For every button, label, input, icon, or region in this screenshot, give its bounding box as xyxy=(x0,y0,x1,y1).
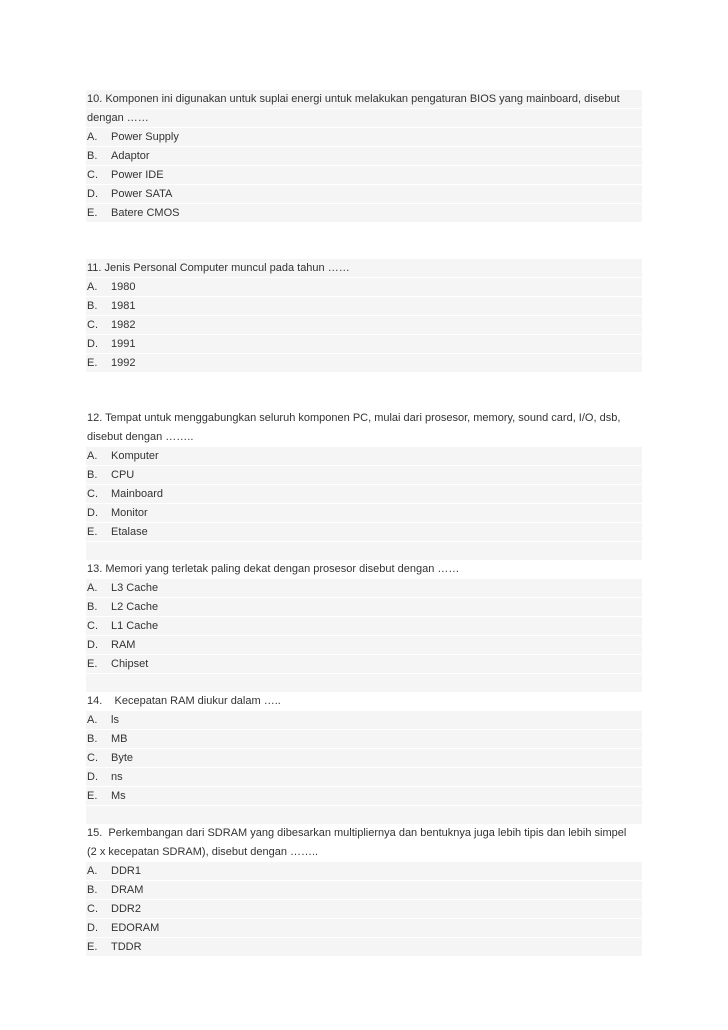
answer-option xyxy=(86,278,642,297)
option-text: Chipset xyxy=(111,658,149,670)
option-text: Power IDE xyxy=(111,169,164,181)
option-letter: E. xyxy=(87,357,98,369)
option-text: 1982 xyxy=(111,319,136,331)
answer-option xyxy=(86,297,642,316)
option-text: Etalase xyxy=(111,526,148,538)
answer-option xyxy=(86,636,642,655)
option-text: TDDR xyxy=(111,941,142,953)
option-letter: C. xyxy=(87,319,98,331)
option-text: 1981 xyxy=(111,300,136,312)
option-letter: A. xyxy=(87,450,98,462)
option-letter: E. xyxy=(87,207,98,219)
answer-option xyxy=(86,523,642,542)
question-14 xyxy=(86,692,642,806)
option-letter: B. xyxy=(87,300,98,312)
option-letter: C. xyxy=(87,752,98,764)
option-text: Ms xyxy=(111,790,126,802)
spacer xyxy=(86,391,642,409)
option-text: Byte xyxy=(111,752,134,764)
question-stem: disebut dengan …….. xyxy=(86,428,642,447)
option-text: DRAM xyxy=(111,884,144,896)
option-letter: A. xyxy=(87,131,98,143)
answer-option xyxy=(86,617,642,636)
question-12 xyxy=(86,409,642,542)
question-list xyxy=(86,90,642,957)
option-text: ls xyxy=(111,714,119,726)
answer-option xyxy=(86,128,642,147)
question-stem: 11. Jenis Personal Computer muncul pada tahun …… xyxy=(86,259,642,278)
answer-option xyxy=(86,862,642,881)
option-letter: D. xyxy=(87,922,98,934)
answer-option xyxy=(86,354,642,373)
answer-option xyxy=(86,335,642,354)
answer-option xyxy=(86,166,642,185)
option-text: CPU xyxy=(111,469,135,481)
option-text: L2 Cache xyxy=(111,601,159,613)
option-letter: B. xyxy=(87,601,98,613)
spacer xyxy=(86,241,642,259)
option-text: EDORAM xyxy=(111,922,160,934)
option-letter: D. xyxy=(87,639,98,651)
question-stem: 12. Tempat untuk menggabungkan seluruh komponen PC, mulai dari prosesor, memory, sound card, I/O, dsb, xyxy=(86,409,642,428)
spacer xyxy=(86,373,642,391)
answer-option xyxy=(86,466,642,485)
answer-option xyxy=(86,504,642,523)
option-text: Komputer xyxy=(111,450,159,462)
option-text: Adaptor xyxy=(111,150,150,162)
option-letter: E. xyxy=(87,941,98,953)
option-letter: A. xyxy=(87,865,98,877)
option-letter: A. xyxy=(87,582,98,594)
option-text: RAM xyxy=(111,639,136,651)
answer-option xyxy=(86,147,642,166)
spacer xyxy=(86,223,642,241)
answer-option xyxy=(86,768,642,787)
option-text: Monitor xyxy=(111,507,148,519)
option-text: Mainboard xyxy=(111,488,163,500)
answer-option xyxy=(86,900,642,919)
answer-option xyxy=(86,711,642,730)
question-stem: 14. Kecepatan RAM diukur dalam ….. xyxy=(86,692,642,711)
answer-option xyxy=(86,485,642,504)
option-text: 1980 xyxy=(111,281,136,293)
option-letter: C. xyxy=(87,169,98,181)
question-stem: 10. Komponen ini digunakan untuk suplai energi untuk melakukan pengaturan BIOS yang mainboard, disebut xyxy=(86,90,642,109)
option-letter: E. xyxy=(87,790,98,802)
answer-option xyxy=(86,787,642,806)
question-stem: 15. Perkembangan dari SDRAM yang dibesarkan multipliernya dan bentuknya juga lebih tipis dan lebih simpel xyxy=(86,824,642,843)
answer-option xyxy=(86,447,642,466)
option-letter: E. xyxy=(87,526,98,538)
answer-option xyxy=(86,749,642,768)
spacer xyxy=(86,806,642,824)
option-letter: C. xyxy=(87,620,98,632)
option-letter: D. xyxy=(87,188,98,200)
answer-option xyxy=(86,938,642,957)
option-text: 1992 xyxy=(111,357,136,369)
option-text: ns xyxy=(111,771,123,783)
answer-option xyxy=(86,579,642,598)
option-letter: B. xyxy=(87,469,98,481)
option-letter: A. xyxy=(87,281,98,293)
option-letter: C. xyxy=(87,903,98,915)
option-text: Power Supply xyxy=(111,131,179,143)
option-letter: D. xyxy=(87,338,98,350)
question-15 xyxy=(86,824,642,957)
answer-option xyxy=(86,185,642,204)
answer-option xyxy=(86,598,642,617)
option-letter: D. xyxy=(87,507,98,519)
option-text: MB xyxy=(111,733,128,745)
option-text: Power SATA xyxy=(111,188,173,200)
option-letter: C. xyxy=(87,488,98,500)
option-text: 1991 xyxy=(111,338,136,350)
answer-option xyxy=(86,204,642,223)
question-10 xyxy=(86,90,642,223)
option-letter: B. xyxy=(87,150,98,162)
option-text: L3 Cache xyxy=(111,582,159,594)
option-letter: E. xyxy=(87,658,98,670)
answer-option xyxy=(86,919,642,938)
option-letter: D. xyxy=(87,771,98,783)
option-letter: B. xyxy=(87,884,98,896)
answer-option xyxy=(86,655,642,674)
question-11 xyxy=(86,259,642,373)
option-letter: B. xyxy=(87,733,98,745)
answer-option xyxy=(86,730,642,749)
spacer xyxy=(86,542,642,560)
question-13 xyxy=(86,560,642,674)
option-letter: A. xyxy=(87,714,98,726)
question-stem: 13. Memori yang terletak paling dekat dengan prosesor disebut dengan …… xyxy=(86,560,642,579)
answer-option xyxy=(86,881,642,900)
option-text: DDR2 xyxy=(111,903,141,915)
option-text: Batere CMOS xyxy=(111,207,180,219)
option-text: DDR1 xyxy=(111,865,141,877)
spacer xyxy=(86,674,642,692)
question-stem: dengan …… xyxy=(86,109,642,128)
question-stem: (2 x kecepatan SDRAM), disebut dengan …….. xyxy=(86,843,642,862)
option-text: L1 Cache xyxy=(111,620,159,632)
answer-option xyxy=(86,316,642,335)
